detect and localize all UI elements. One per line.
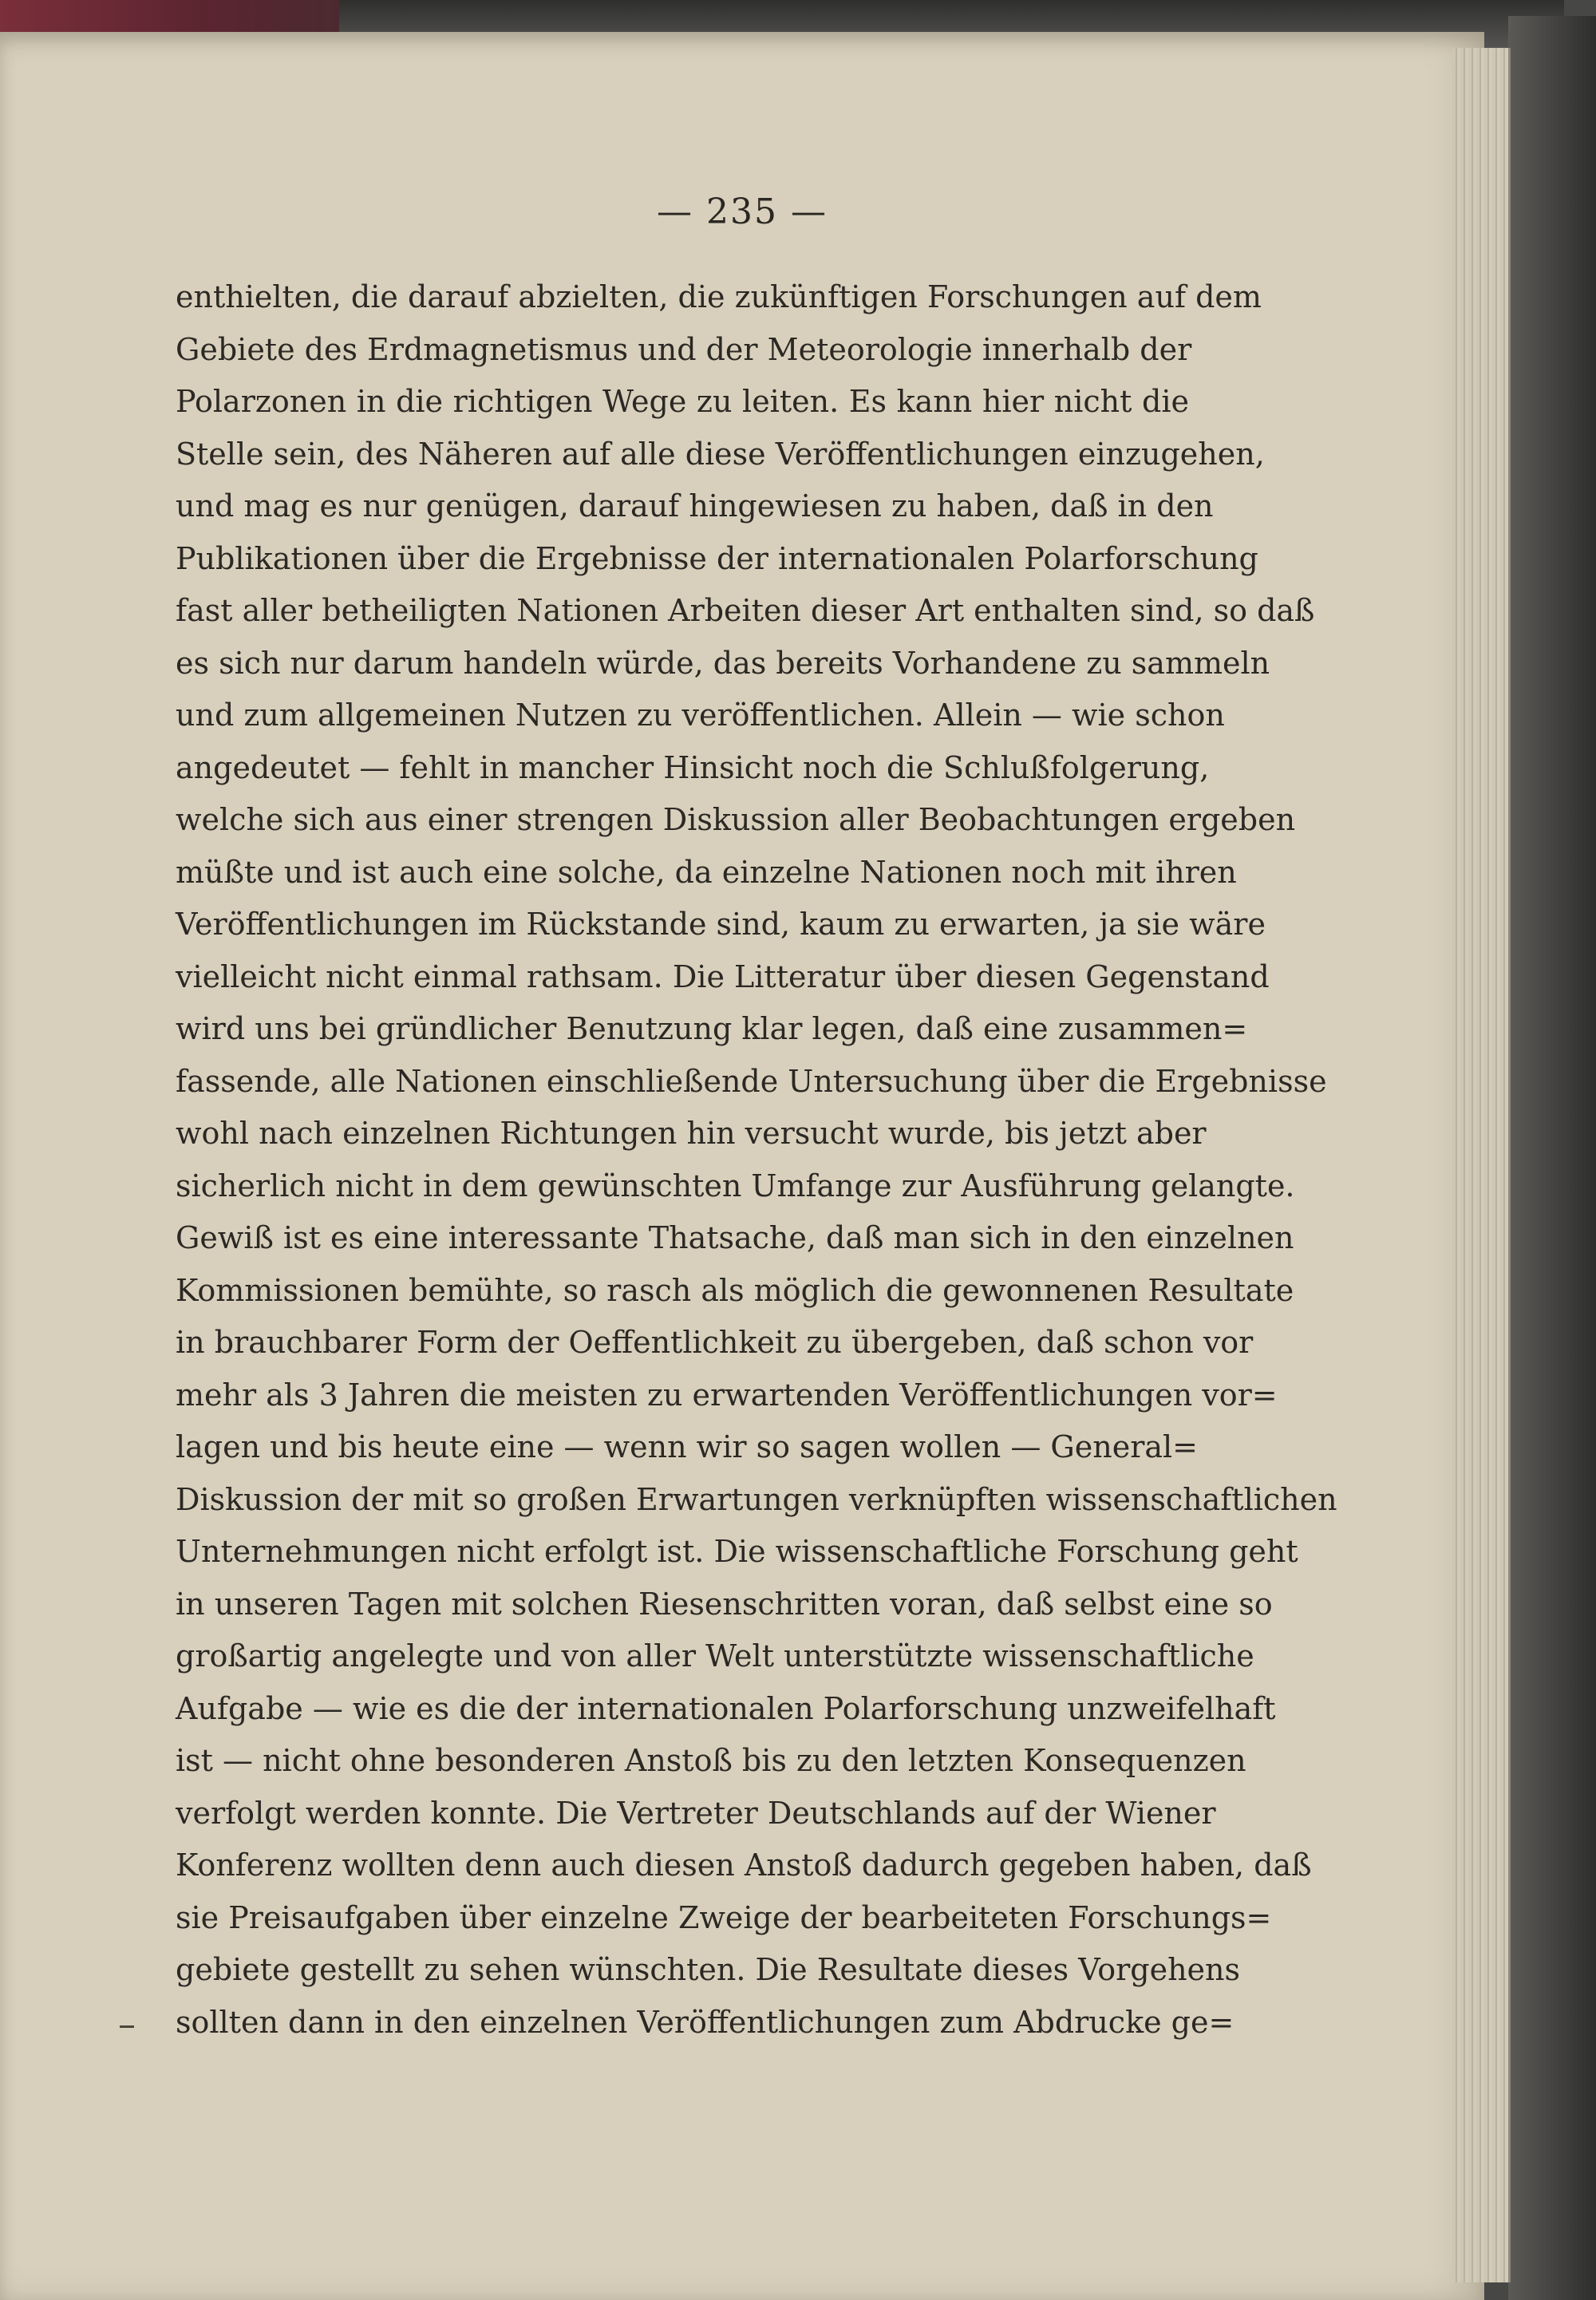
text-line: wird uns bei gründlicher Benutzung klar legen, daß eine zusammen= xyxy=(176,1011,1248,1046)
paper-page xyxy=(0,32,1484,2300)
text-line: und mag es nur genügen, darauf hingewiesen zu haben, daß in den xyxy=(176,488,1214,524)
text-line: sollten dann in den einzelnen Veröffentlichungen zum Abdrucke ge= xyxy=(176,2004,1235,2040)
text-line: Kommissionen bemühte, so rasch als möglich die gewonnenen Resultate xyxy=(176,1272,1294,1308)
text-line: verfolgt werden konnte. Die Vertreter Deutschlands auf der Wiener xyxy=(176,1795,1216,1831)
text-line: Gewiß ist es eine interessante Thatsache, daß man sich in den einzelnen xyxy=(176,1220,1294,1255)
text-line: Polarzonen in die richtigen Wege zu leiten. Es kann hier nicht die xyxy=(176,384,1189,419)
text-line: enthielten, die darauf abzielten, die zukünftigen Forschungen auf dem xyxy=(176,279,1262,314)
text-line: fassende, alle Nationen einschließende Untersuchung über die Ergebnisse xyxy=(176,1063,1327,1099)
margin-mark xyxy=(120,2025,134,2028)
text-line: Veröffentlichungen im Rückstande sind, kaum zu erwarten, ja sie wäre xyxy=(176,907,1266,942)
text-line: Aufgabe — wie es die der internationalen Polarforschung unzweifelhaft xyxy=(176,1690,1276,1726)
text-line: Stelle sein, des Näheren auf alle diese Veröffentlichungen einzugehen, xyxy=(176,436,1265,472)
text-line: wohl nach einzelnen Richtungen hin versucht wurde, bis jetzt aber xyxy=(176,1116,1207,1151)
text-line: angedeutet — fehlt in mancher Hinsicht noch die Schlußfolgerung, xyxy=(176,749,1210,785)
text-line: sicherlich nicht in dem gewünschten Umfange zur Ausführung gelangte. xyxy=(176,1168,1295,1203)
text-line: Konferenz wollten denn auch diesen Anstoß dadurch gegeben haben, daß xyxy=(176,1848,1312,1883)
text-line: sie Preisaufgaben über einzelne Zweige der bearbeiteten Forschungs= xyxy=(176,1899,1272,1935)
text-line: in unseren Tagen mit solchen Riesenschritten voran, daß selbst eine so xyxy=(176,1586,1273,1622)
text-line: in brauchbarer Form der Oeffentlichkeit zu übergeben, daß schon vor xyxy=(176,1325,1254,1360)
text-line: welche sich aus einer strengen Diskussion aller Beobachtungen ergeben xyxy=(176,802,1296,837)
body-text xyxy=(176,271,1337,2049)
text-line: großartig angelegte und von aller Welt unterstützte wissenschaftliche xyxy=(176,1638,1254,1674)
text-line: Gebiete des Erdmagnetismus und der Meteorologie innerhalb der xyxy=(176,331,1192,367)
text-line: und zum allgemeinen Nutzen zu veröffentlichen. Allein — wie schon xyxy=(176,698,1225,733)
text-line: vielleicht nicht einmal rathsam. Die Litteratur über diesen Gegenstand xyxy=(176,958,1270,994)
text-line: es sich nur darum handeln würde, das bereits Vorhandene zu sammeln xyxy=(176,645,1270,681)
book-cover-right xyxy=(1508,16,1596,2300)
page-number: — 235 — xyxy=(657,192,828,232)
text-line: müßte und ist auch eine solche, da einzelne Nationen noch mit ihren xyxy=(176,854,1237,890)
text-line: gebiete gestellt zu sehen wünschten. Die Resultate dieses Vorgehens xyxy=(176,1952,1241,1987)
text-line: fast aller betheiligten Nationen Arbeiten dieser Art enthalten sind, so daß xyxy=(176,593,1315,628)
text-line: Unternehmungen nicht erfolgt ist. Die wissenschaftliche Forschung geht xyxy=(176,1534,1298,1569)
text-line: mehr als 3 Jahren die meisten zu erwartenden Veröffentlichungen vor= xyxy=(176,1377,1278,1413)
text-line: Diskussion der mit so großen Erwartungen verknüpften wissenschaftlichen xyxy=(176,1481,1337,1517)
page-edges xyxy=(1452,48,1511,2282)
text-line: ist — nicht ohne besonderen Anstoß bis zu den letzten Konsequenzen xyxy=(176,1743,1246,1778)
text-line: lagen und bis heute eine — wenn wir so sagen wollen — General= xyxy=(176,1429,1199,1464)
text-line: Publikationen über die Ergebnisse der internationalen Polarforschung xyxy=(176,540,1258,576)
